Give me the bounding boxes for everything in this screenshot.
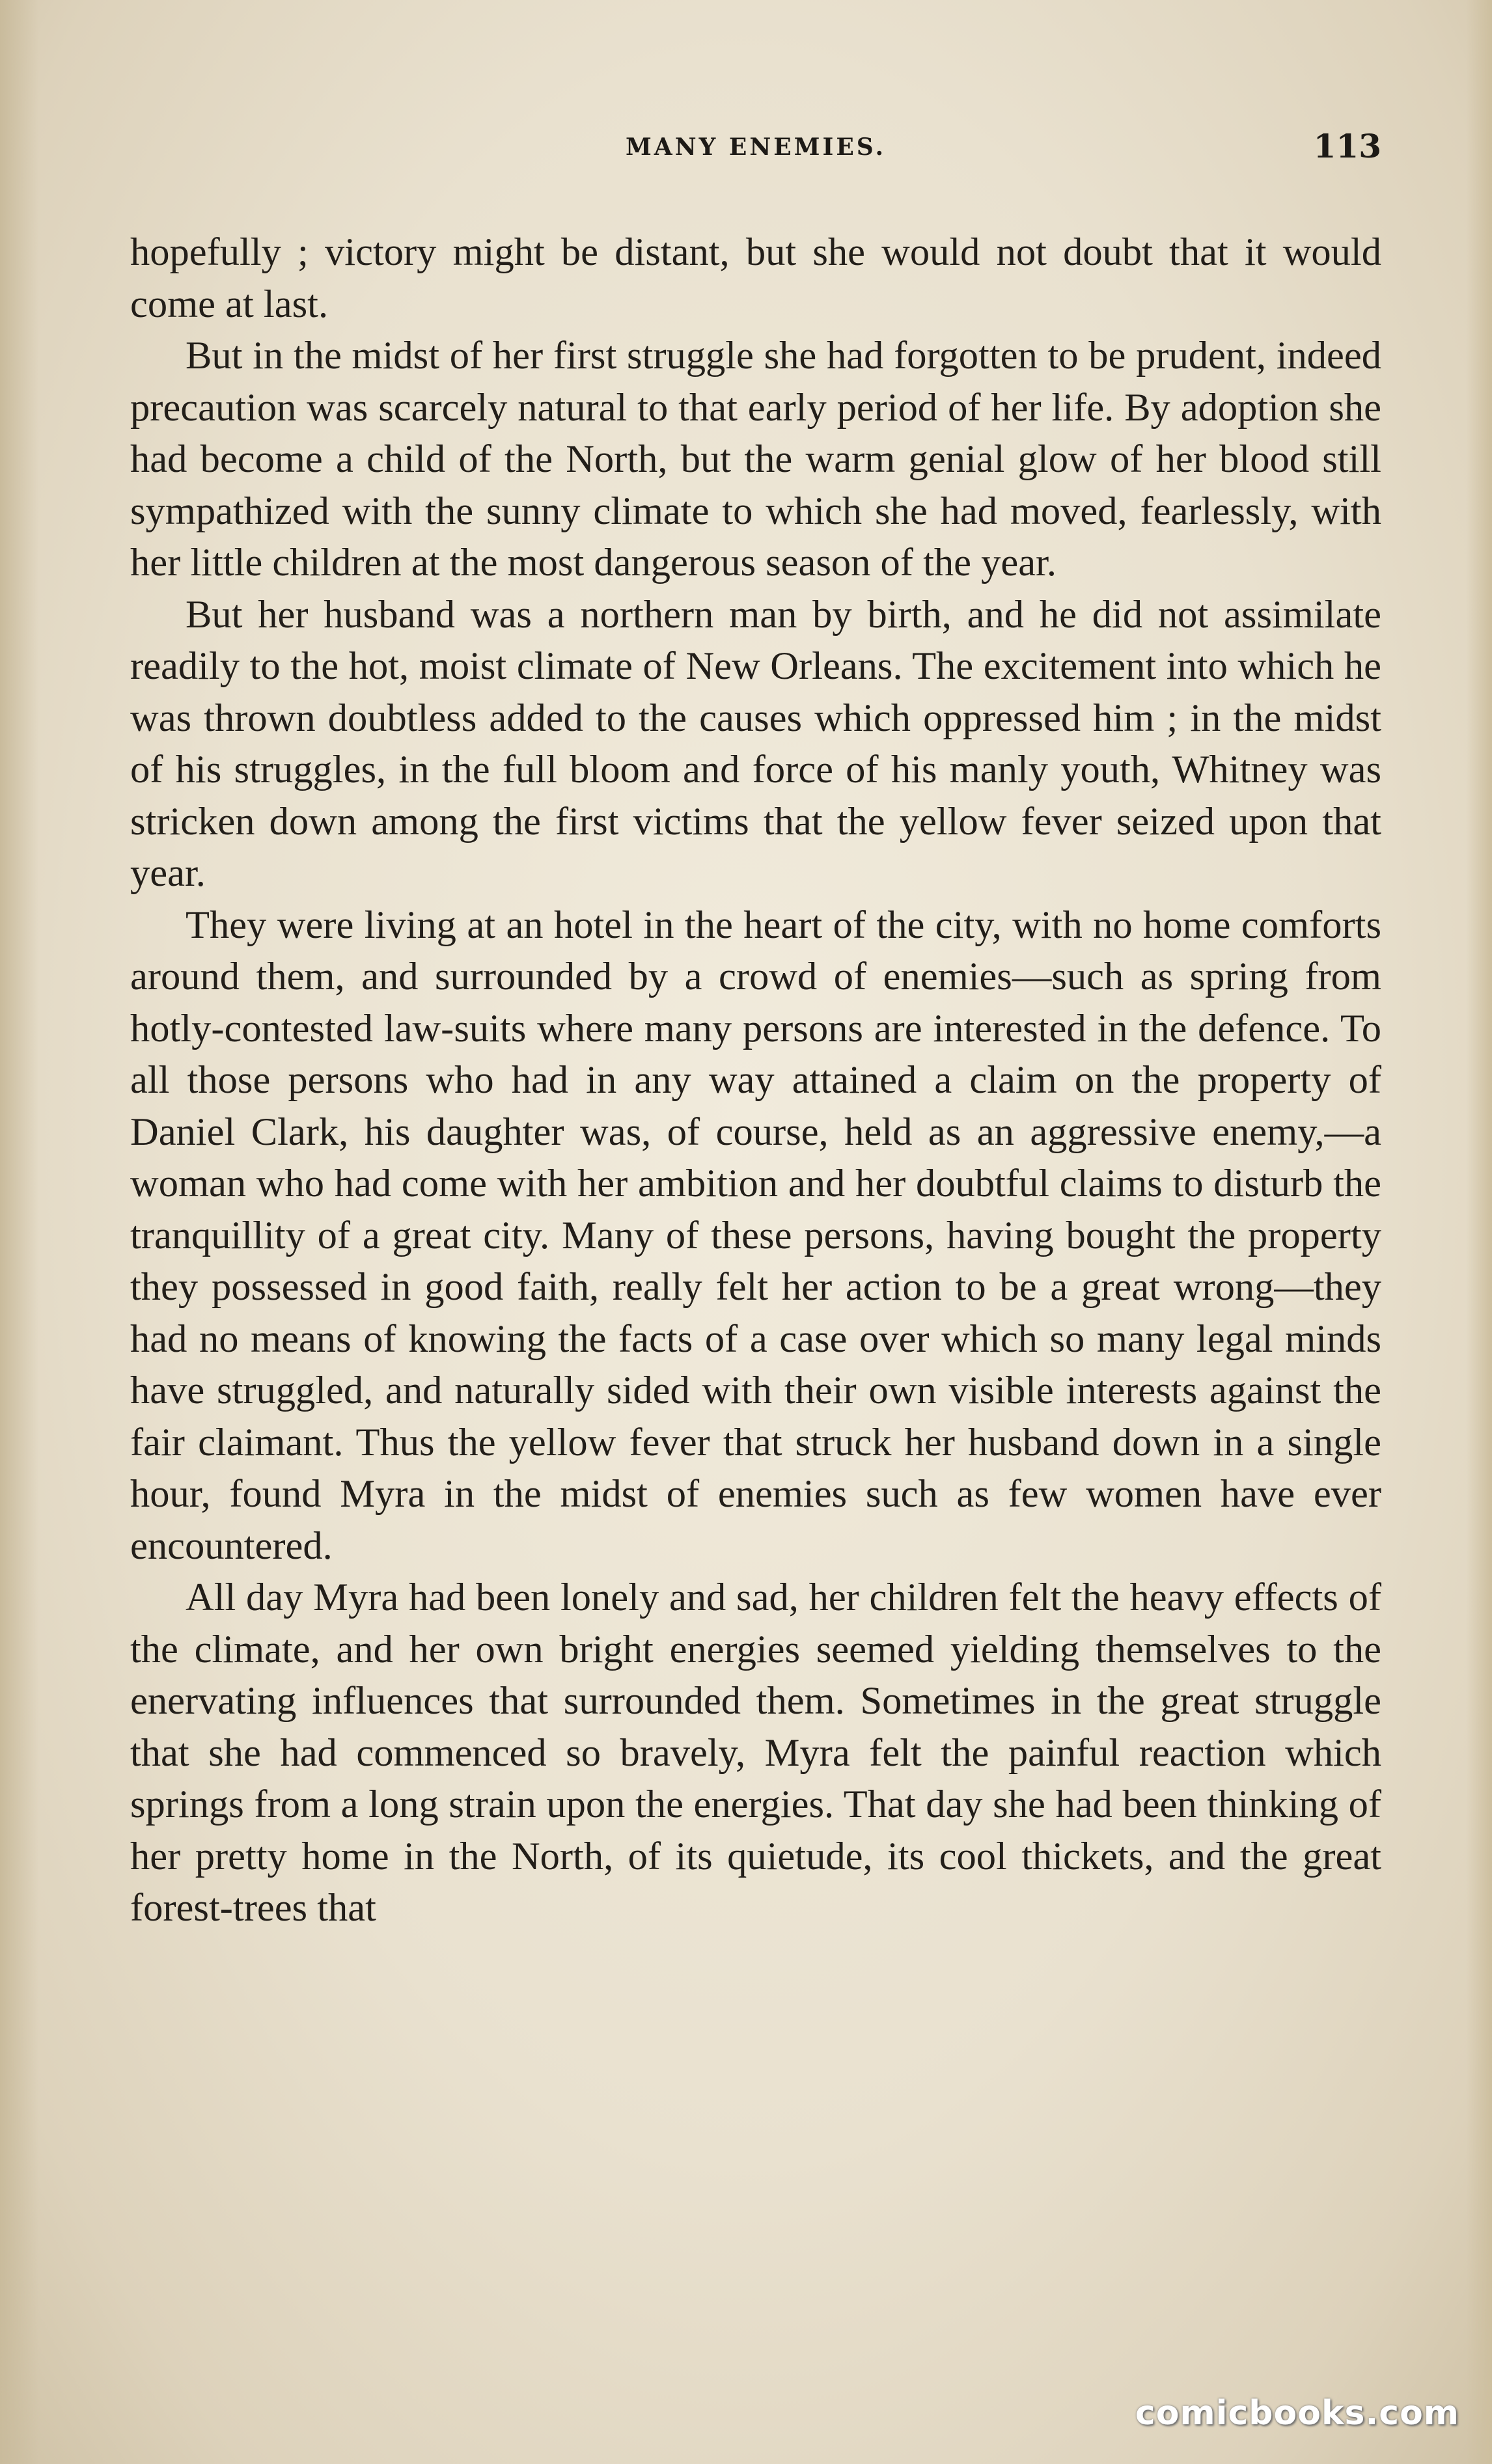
paragraph-2: But in the midst of her first struggle she had forgotten to be prudent, indeed precaution was scarcely natural to that early period of her life. By adoption she had become a child of the North, but the warm genial glow of her blood still sympathized with the sunny climate to which she had moved, fearlessly, with her little children at the most dangerous season of the year. — [130, 334, 1381, 584]
running-head: MANY ENEMIES. — [625, 133, 887, 161]
paragraph-5: All day Myra had been lonely and sad, her children felt the heavy effects of the climate, and her own bright energies seemed yielding themselves to the enervating influences that surrounded them. Sometimes in the great struggle that she had commenced so bravely, Myra felt the painful reaction which springs from a long strain upon the energies. That day she had been thinking of her pretty home in the North, of its quietude, its cool thickets, and the great forest-trees that — [130, 1576, 1381, 1930]
paragraph-1: hopefully ; victory might be distant, but she would not doubt that it would come at last. — [130, 230, 1381, 326]
page-header — [130, 127, 1381, 179]
paragraph-4: They were living at an hotel in the heart of the city, with no home comforts around them, and surrounded by a crowd of enemies—such as spring from hotly-contested law-suits where many persons are interested in the defence. To all those persons who had in any way attained a claim on the property of Daniel Clark, his daughter was, of course, held as an aggressive enemy,—a woman who had come with her ambition and her doubtful claims to disturb the tranquillity of a great city. Many of these persons, having bought the property they possessed in good faith, really felt her action to be a great wrong—they had no means of knowing the facts of a case over which so many legal minds have struggled, and naturally sided with their own visible interests against the fair claimant. Thus the yellow fever that struck her husband down in a single hour, found Myra in the midst of enemies such as few women have ever encountered. — [130, 903, 1381, 1568]
page-edge-shadow-right — [1466, 0, 1492, 2464]
body-text — [130, 226, 1381, 1934]
watermark: comicbooks.com — [1135, 2394, 1459, 2433]
paragraph-3: But her husband was a northern man by birth, and he did not assimilate readily to the hot, moist climate of New Orleans. The excitement into which he was thrown doubtless added to the causes which oppressed him ; in the midst of his struggles, in the full bloom and force of his manly youth, Whitney was stricken down among the first victims that the yellow fever seized upon that year. — [130, 592, 1381, 895]
page-number: 113 — [1313, 127, 1381, 165]
page-edge-shadow-left — [0, 0, 39, 2464]
